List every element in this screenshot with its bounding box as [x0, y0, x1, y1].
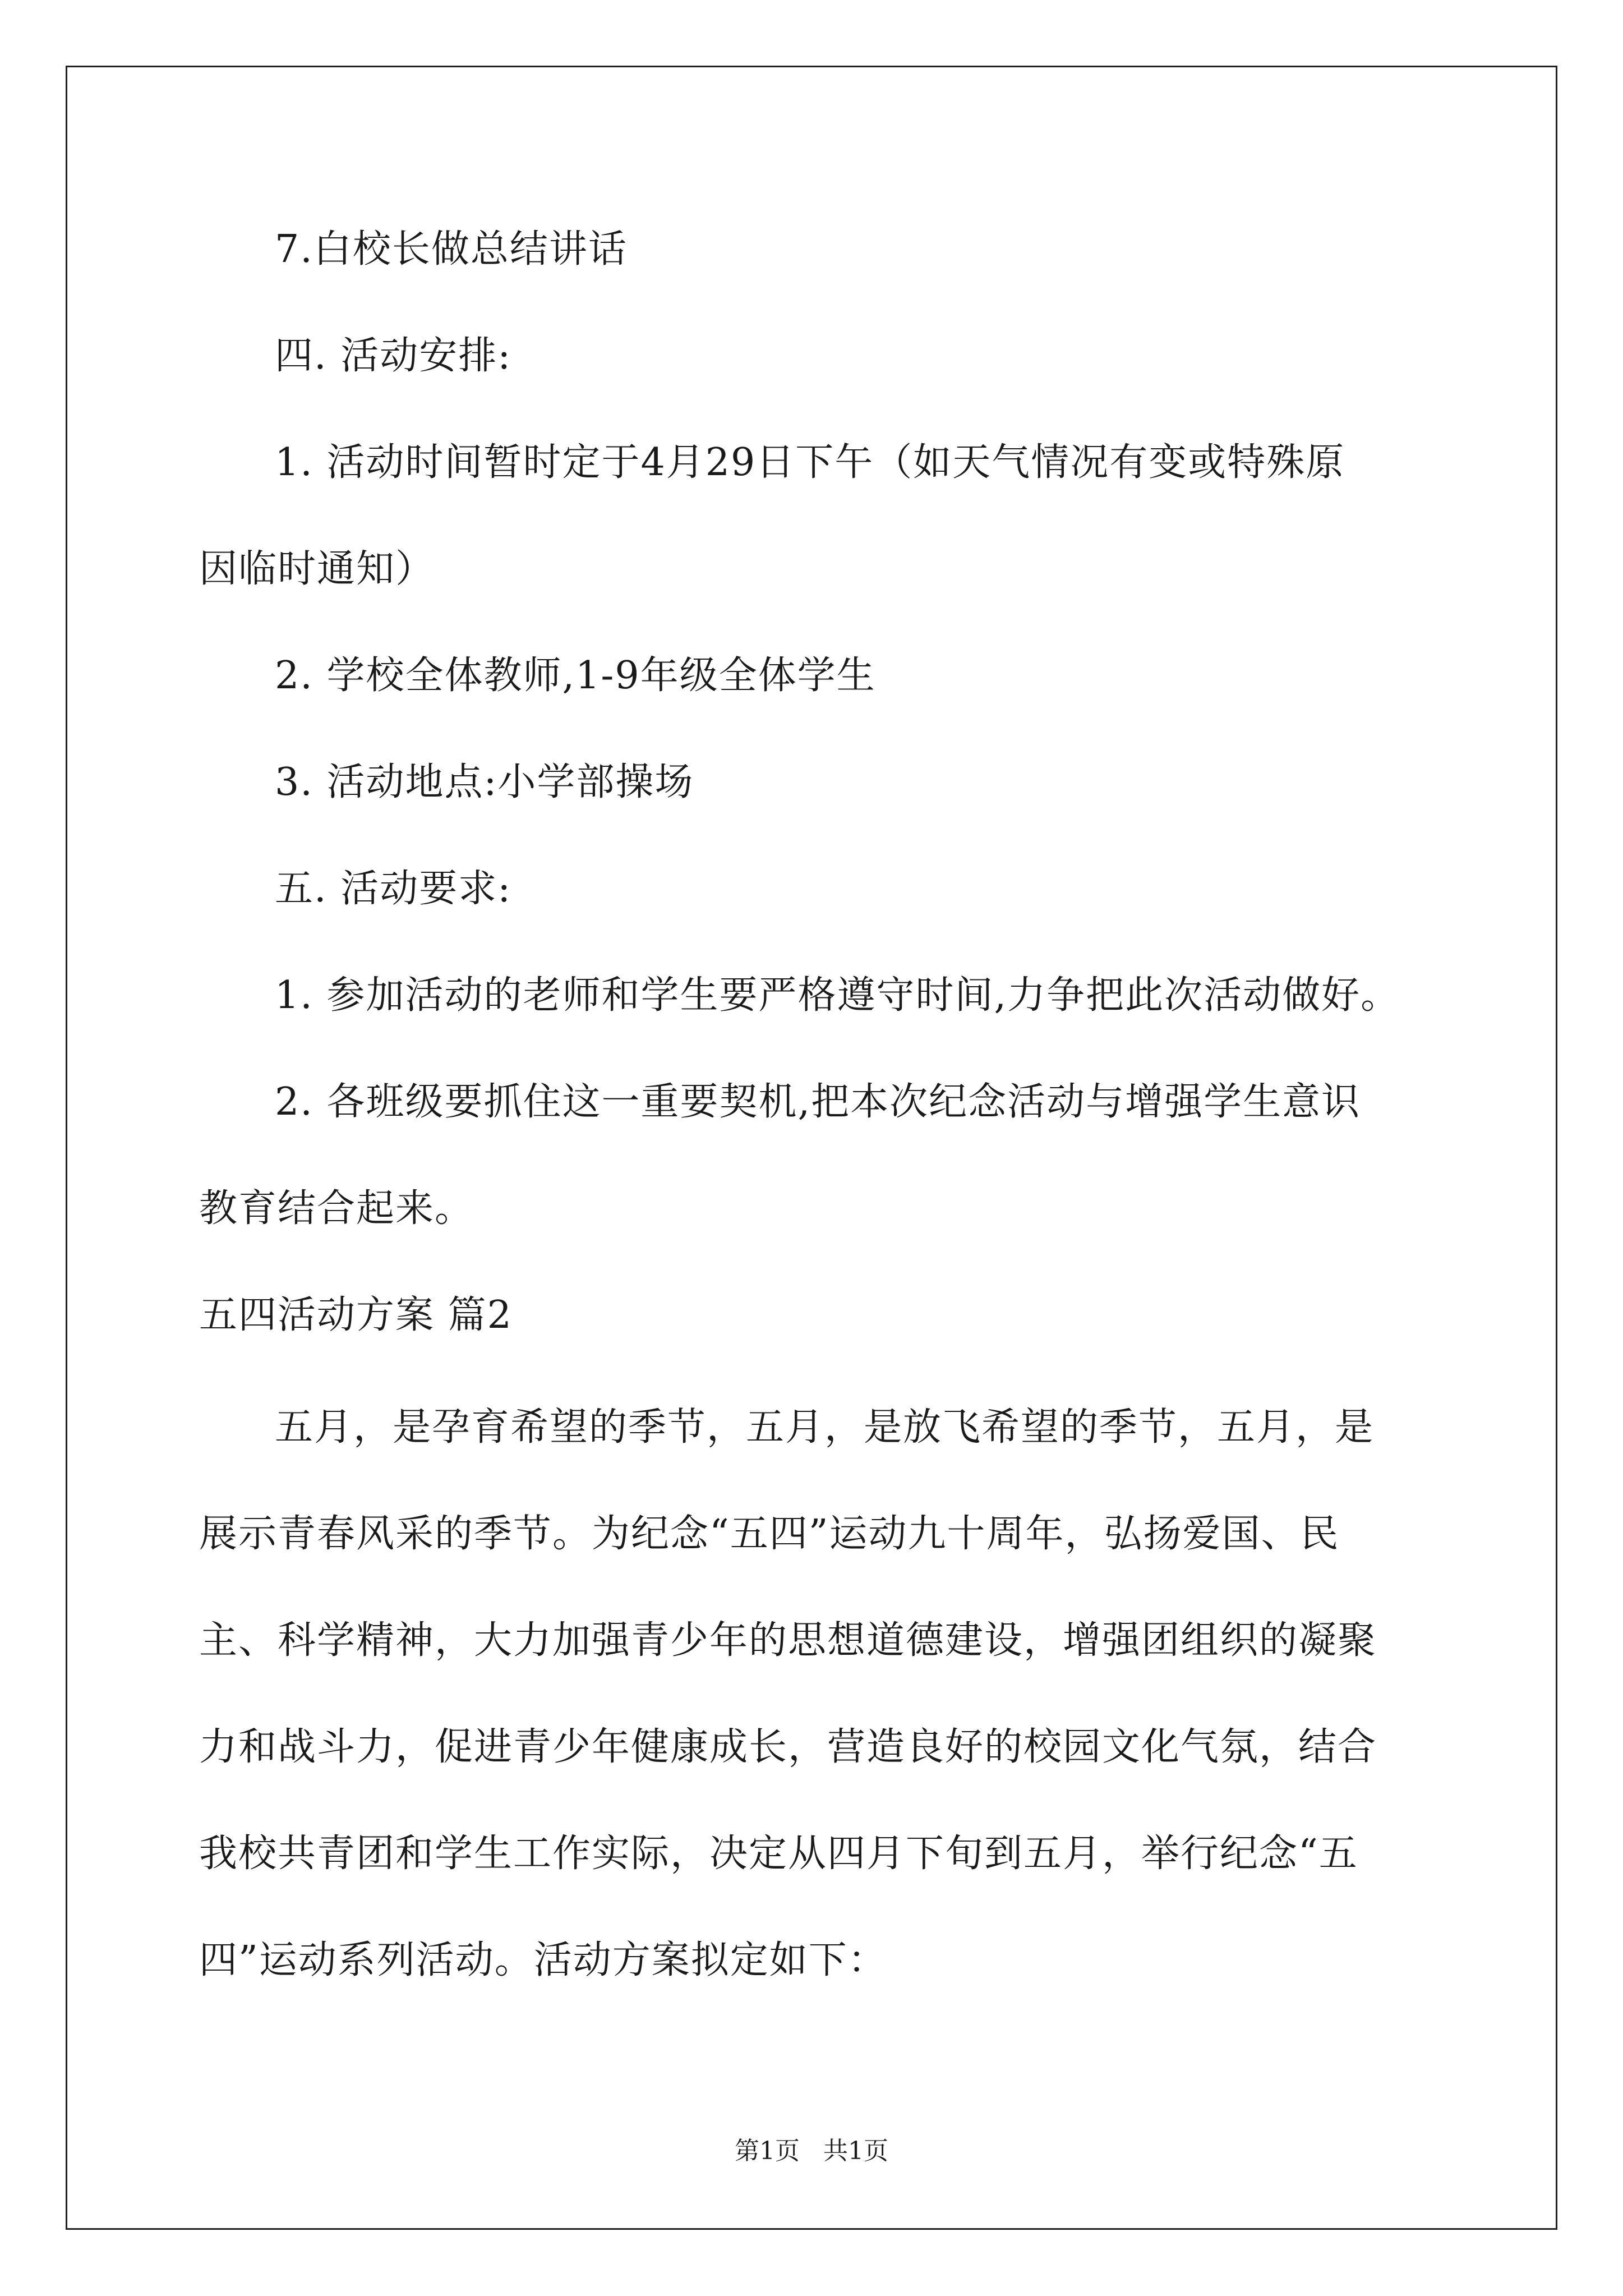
paragraph-line: 展示青春风采的季节。为纪念“五四”运动九十周年，弘扬爱国、民	[199, 1512, 1340, 1556]
paragraph-line: 1. 参加活动的老师和学生要严格遵守时间,力争把此次活动做好。	[275, 973, 1400, 1018]
paragraph-line: 五月，是孕育希望的季节，五月，是放飞希望的季节，五月，是	[275, 1405, 1375, 1450]
article-title: 五四活动方案 篇2	[199, 1293, 513, 1337]
paragraph-line: 因临时通知）	[199, 547, 435, 591]
paragraph-line: 教育结合起来。	[199, 1186, 474, 1231]
paragraph-line: 2. 各班级要抓住这一重要契机,把本次纪念活动与增强学生意识	[275, 1080, 1361, 1124]
paragraph-line: 1. 活动时间暂时定于4月29日下午（如天气情况有变或特殊原	[275, 440, 1345, 485]
paragraph-line: 3. 活动地点:小学部操场	[275, 760, 694, 804]
section-heading: 五. 活动要求:	[275, 867, 512, 911]
paragraph-line: 力和战斗力，促进青少年健康成长，营造良好的校园文化气氛，结合	[199, 1725, 1377, 1769]
paragraph-line: 四”运动系列活动。活动方案拟定如下：	[199, 1938, 887, 1982]
paragraph-line: 我校共青团和学生工作实际，决定从四月下旬到五月，举行纪念“五	[199, 1832, 1358, 1876]
page-footer: 第1页 共1页	[735, 2137, 888, 2165]
paragraph-line: 2. 学校全体教师,1-9年级全体学生	[275, 654, 876, 698]
paragraph-line: 主、科学精神，大力加强青少年的思想道德建设，增强团组织的凝聚	[199, 1618, 1377, 1663]
page-border	[66, 66, 1557, 2230]
paragraph-line: 7.白校长做总结讲话	[275, 227, 628, 272]
section-heading: 四. 活动安排:	[275, 334, 512, 378]
